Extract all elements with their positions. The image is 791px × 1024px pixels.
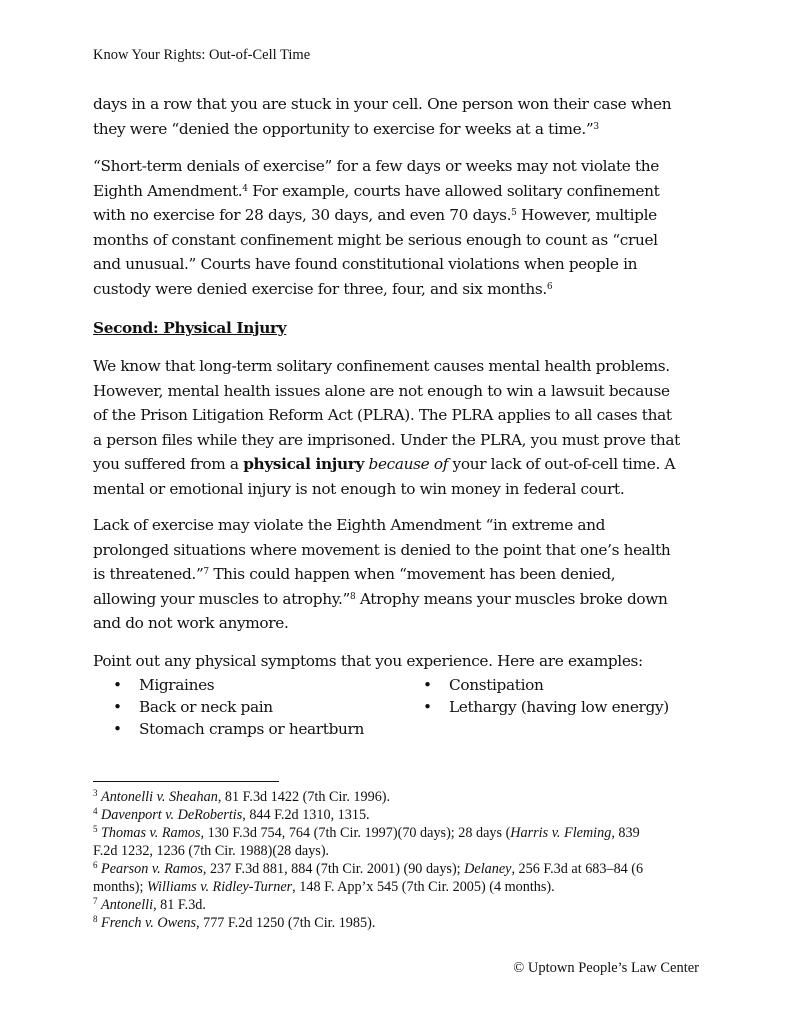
- paragraph-3: [93, 354, 705, 502]
- citation: months);: [93, 879, 147, 895]
- citation: , 81 F.3d.: [153, 897, 206, 913]
- case-name: Thomas v. Ramos: [101, 825, 201, 841]
- case-name: Davenport v. DeRobertis: [101, 807, 243, 823]
- text-line: a person files while they are imprisoned. Under the PLRA, you must prove that: [93, 430, 680, 449]
- list-item: • Lethargy (having low energy): [423, 696, 669, 718]
- case-name: Delaney: [464, 861, 512, 877]
- section-heading: Second: Physical Injury: [93, 319, 287, 337]
- case-name: Harris v. Fleming: [510, 825, 612, 841]
- citation: , 844 F.2d 1310, 1315.: [242, 807, 370, 823]
- footnote-ref-7: 7: [203, 567, 209, 578]
- paragraph-5: [93, 649, 705, 674]
- paragraph-1: [93, 92, 705, 141]
- footnotes: [93, 788, 713, 932]
- text-run: is threatened.”: [93, 565, 204, 584]
- text-run: allowing your muscles to atrophy.”: [93, 589, 350, 608]
- text-line: of the Prison Litigation Reform Act (PLRA). The PLRA applies to all cases that: [93, 406, 672, 425]
- paragraph-4: [93, 513, 705, 636]
- text-run: This could happen when “movement has been denied,: [208, 565, 616, 584]
- footnote-number: 6: [93, 860, 98, 870]
- text-line: mental or emotional injury is not enough to win money in federal court.: [93, 479, 625, 498]
- emphasis-italic: because of: [368, 455, 449, 474]
- footnote-ref-3: 3: [593, 121, 599, 132]
- text-line: “Short-term denials of exercise” for a few days or weeks may not violate the: [93, 157, 660, 175]
- list-item: • Back or neck pain: [113, 696, 364, 718]
- citation: , 256 F.3d at 683–84 (6: [511, 861, 644, 877]
- text-run: However, multiple: [516, 206, 657, 225]
- citation: , 130 F.3d 754, 764 (7th Cir. 1997)(70 days); 28 days (: [200, 825, 511, 841]
- text-run: you suffered from a: [93, 455, 244, 474]
- footnote-6: [93, 860, 713, 878]
- footnote-number: 7: [93, 896, 98, 906]
- symptom-column-left: [113, 674, 364, 741]
- text-line: We know that long-term solitary confinement causes mental health problems.: [93, 357, 670, 375]
- text-line: [93, 179, 705, 204]
- footnote-3: [93, 788, 713, 806]
- text-line: [93, 562, 705, 587]
- list-item: • Constipation: [423, 674, 669, 696]
- footnote-ref-5: 5: [511, 208, 517, 219]
- text-line: Lack of exercise may violate the Eighth Amendment “in extreme and: [93, 516, 606, 534]
- text-line: [93, 587, 705, 612]
- text-line: days in a row that you are stuck in your cell. One person won their case when: [93, 95, 672, 113]
- section-heading-wrap: [93, 316, 705, 341]
- footnote-ref-8: 8: [349, 591, 356, 602]
- footnote-number: 5: [93, 824, 98, 834]
- text-line: months of constant confinement might be serious enough to count as “cruel: [93, 230, 658, 249]
- text-run: your lack of out-of-cell time. A: [448, 455, 676, 474]
- text-run: custody were denied exercise for three, four, and six months.: [93, 279, 547, 298]
- footnote-number: 3: [93, 788, 98, 798]
- text-run: Eighth Amendment.: [93, 181, 243, 200]
- case-name: French v. Owens: [101, 915, 196, 931]
- citation: , 777 F.2d 1250 (7th Cir. 1985).: [196, 915, 376, 931]
- text-line: [93, 277, 705, 302]
- footnote-5: [93, 824, 713, 842]
- text-line: [93, 452, 705, 477]
- footnote-number: 8: [93, 914, 98, 924]
- page-header: Know Your Rights: Out-of-Cell Time: [93, 47, 311, 63]
- footnote-number: 4: [93, 806, 98, 816]
- emphasis-bold: physical injury: [243, 455, 364, 474]
- footnote-8: [93, 914, 713, 932]
- citation: , 839: [611, 825, 640, 841]
- text-line: [93, 203, 705, 228]
- paragraph-2: [93, 154, 705, 302]
- citation: , 81 F.3d 1422 (7th Cir. 1996).: [217, 789, 391, 805]
- page-footer: © Uptown People’s Law Center: [513, 960, 699, 976]
- citation: , 148 F. App’x 545 (7th Cir. 2005) (4 months).: [292, 879, 555, 895]
- footnote-ref-4: 4: [242, 183, 248, 194]
- text-run: they were “denied the opportunity to exercise for weeks at a time.”: [93, 119, 594, 138]
- text-run: Atrophy means your muscles broke down: [355, 589, 668, 608]
- case-name: Antonelli v. Sheahan: [101, 789, 218, 805]
- footnote-7: [93, 896, 713, 914]
- case-name: Antonelli: [101, 897, 154, 913]
- text-line: Point out any physical symptoms that you experience. Here are examples:: [93, 652, 643, 670]
- text-line: and do not work anymore.: [93, 614, 289, 633]
- text-run: For example, courts have allowed solitary confinement: [247, 181, 660, 200]
- citation: 237 F.3d 881, 884 (7th Cir. 2001) (90 days);: [206, 861, 465, 877]
- case-name: Williams v. Ridley-Turner: [147, 879, 293, 895]
- text-line: [93, 117, 705, 142]
- text-run: with no exercise for 28 days, 30 days, and even 70 days.: [93, 206, 512, 225]
- text-line: and unusual.” Courts have found constitutional violations when people in: [93, 255, 638, 274]
- text-line: prolonged situations where movement is denied to the point that one’s health: [93, 540, 671, 559]
- case-name: Pearson v. Ramos,: [101, 861, 207, 877]
- symptom-column-right: [423, 674, 669, 718]
- list-item: • Migraines: [113, 674, 364, 696]
- footnote-divider: [93, 781, 279, 782]
- footnote-6-cont: [93, 878, 713, 896]
- footnote-5-cont: F.2d 1232, 1236 (7th Cir. 1988)(28 days).: [93, 843, 330, 859]
- text-line: However, mental health issues alone are not enough to win a lawsuit because: [93, 381, 670, 400]
- footnote-4: [93, 806, 713, 824]
- footnote-ref-6: 6: [546, 281, 553, 292]
- list-item: • Stomach cramps or heartburn: [113, 718, 364, 740]
